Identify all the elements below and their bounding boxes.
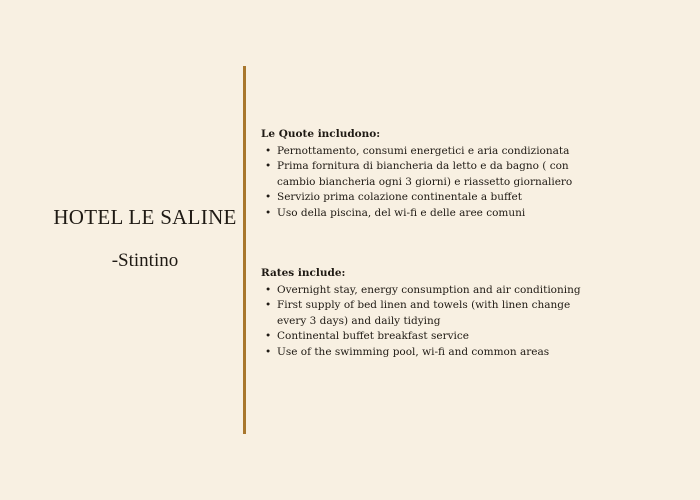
hotel-location: -Stintino bbox=[111, 250, 179, 271]
hotel-header bbox=[40, 205, 250, 272]
list-item: • Uso della piscina, del wi-fi e delle aree comuni bbox=[261, 206, 591, 222]
list-item: • Servizio prima colazione continentale a buffet bbox=[261, 190, 591, 206]
hotel-name: HOTEL LE SALINE bbox=[53, 205, 237, 229]
list-item: • Prima fornitura di biancheria da letto e da bagno ( con cambio biancheria ogni 3 giorni) e riassetto giornaliero bbox=[261, 159, 591, 190]
italian-rates-title: Le Quote includono: bbox=[261, 128, 381, 140]
english-rates-list bbox=[261, 283, 591, 361]
vertical-divider bbox=[243, 66, 246, 434]
english-rates-title: Rates include: bbox=[261, 267, 346, 279]
list-item: • Use of the swimming pool, wi-fi and common areas bbox=[261, 345, 591, 361]
italian-rates-section bbox=[261, 127, 591, 221]
list-item: • Continental buffet breakfast service bbox=[261, 329, 591, 345]
list-item: • Overnight stay, energy consumption and air conditioning bbox=[261, 283, 591, 299]
italian-rates-list bbox=[261, 144, 591, 222]
list-item: • First supply of bed linen and towels (with linen change every 3 days) and daily tidying bbox=[261, 298, 591, 329]
english-rates-section bbox=[261, 266, 591, 360]
list-item: • Pernottamento, consumi energetici e aria condizionata bbox=[261, 144, 591, 160]
